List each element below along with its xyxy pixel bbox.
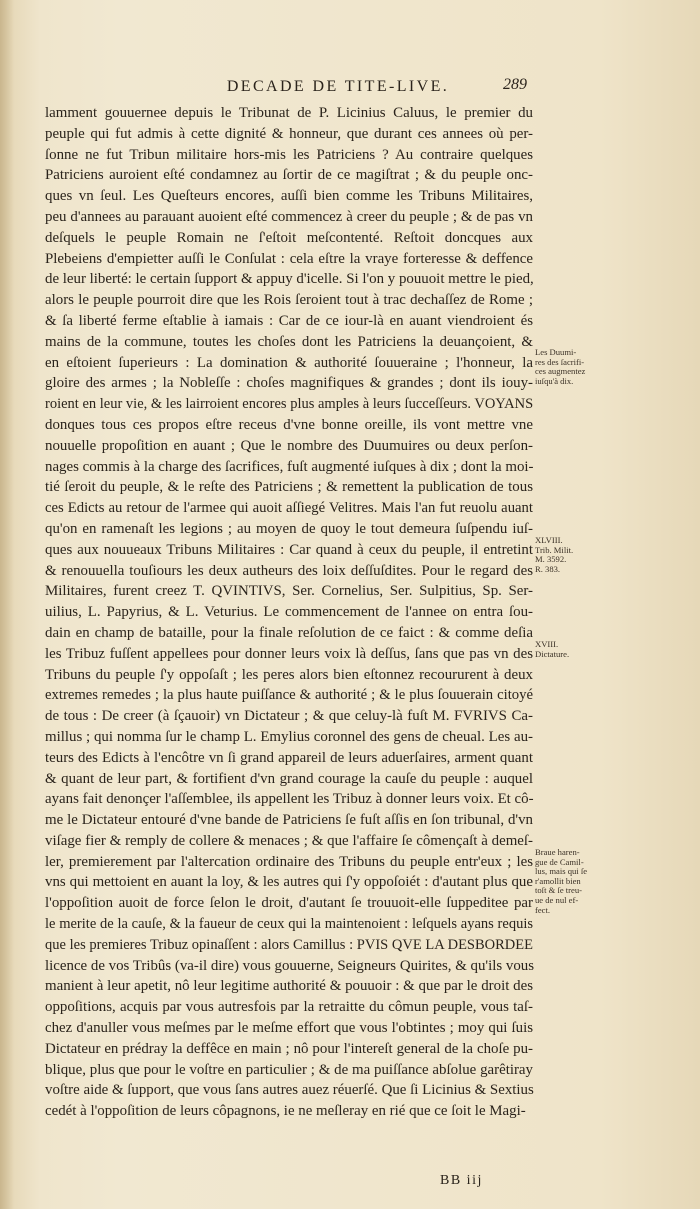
margin-note-line: ces augmentez	[535, 366, 586, 377]
text-line: peuple qui fut admis à cette dignité & honneur, que durant ces annees où per-	[45, 125, 533, 142]
text-line: Plebeiens d'empietter auſſi le Conſulat : cela eſtre la vraye forteresse & deffence	[45, 250, 533, 267]
text-line: tié ſeroit du peuple, & le reſte des Patriciens ; & remettent la publication de tous	[45, 479, 533, 496]
text-line: Patriciens auroient eſté condamnez au ſortir de ce magiſtrat ; & du peuple onc-	[45, 167, 533, 184]
text-line: le merite de la cauſe, & la faueur de ceux qui la maintenoient : leſquels ayans requis	[45, 916, 533, 933]
text-line: en eſtoient ſuperieurs : La domination & authorité ſouueraine ; l'honneur, la	[45, 354, 533, 371]
margin-note-duumvirs	[535, 348, 597, 386]
text-line: gloire des armes ; la Nobleſſe : choſes magnifiques & grandes ; dont ils iouy-	[45, 375, 533, 392]
text-line: millus ; qui nomma ſur le champ L. Emylius coronnel des gens de cheual. Les au-	[45, 728, 533, 745]
margin-note-camillus	[535, 848, 597, 915]
margin-note-line: Les Duumi-	[535, 347, 577, 357]
margin-note-line: XVIII.	[535, 639, 559, 649]
text-line: dain en champ de bataille, pour la finale reſolution de ce faict : & comme deſia	[45, 624, 533, 641]
margin-note-line: Dictature.	[535, 648, 570, 659]
text-line: l'oppoſition auoit de force ſelon le droit, d'autant ſe trouuoit-elle ſuppeditee par	[45, 895, 533, 912]
margin-note-line: XLVIII.	[535, 535, 563, 545]
text-line: ayans fait denonçer l'aſſemblee, ils appellent les Tribuz à donner leurs voix. Et cô-	[45, 791, 534, 808]
margin-note-line: r'amollit bien	[535, 875, 581, 886]
text-line: les Tribuz fuſſent appellees pour donner leurs voix là deſſus, ſans que pas vn des	[45, 645, 533, 662]
text-line: uilius, L. Papyrius, & L. Veturius. Le commencement de l'annee on entra ſou-	[45, 604, 533, 621]
text-line: vns qui mettoient en auant la loy, & les autres qui ſ'y oppoſoiét : d'autant plus que	[45, 874, 533, 891]
text-line: ques vn ſeul. Les Queſteurs encores, auſſi bien comme les Tribuns Militaires,	[45, 188, 533, 205]
text-line: de leur liberté: le certain ſupport & appuy d'icelle. Si l'on y pouuoit mettre le pied,	[45, 271, 534, 288]
text-line: nouuelle propoſition en auant ; Que le nombre des Duumuires ou deux perſon-	[45, 437, 533, 454]
running-header: DECADE DE TITE-LIVE.	[226, 78, 450, 95]
margin-note-line: iuſqu'à dix.	[535, 375, 574, 386]
margin-note-line: ue de nul ef-	[535, 894, 579, 905]
text-line: manient à leur apetit, nô leur legitime authorité & pouuoir : & que par le droit des	[45, 978, 533, 995]
text-line: peu d'annees au parauant auoient eſté commencez à creer du peuple ; & de pas vn	[45, 208, 533, 225]
margin-note-line: lus, mais qui ſe	[535, 866, 588, 877]
text-line: Militaires, furent creez T. QVINTIVS, Ser. Cornelius, Ser. Sulpitius, Sp. Ser-	[45, 583, 533, 600]
margin-note-line: Braue haren-	[535, 847, 580, 857]
signature-mark: BB iij	[440, 1173, 483, 1188]
text-line: blique, plus que pour le voſtre en particulier ; & de ma puiſſance abſolue garêtiray	[45, 1061, 533, 1078]
text-line: alors le peuple pourroit dire que les Rois ſeroient tout à trac dechaſſez de Rome ;	[45, 292, 533, 309]
text-line: lamment gouuernee depuis le Tribunat de P. Licinius Caluus, le premier du	[45, 105, 533, 121]
text-line: nages commis à la charge des ſacrifices, fuſt augmenté iuſques à dix ; dont la moi-	[45, 458, 534, 475]
margin-note-year	[535, 536, 597, 574]
margin-note-line: M. 3592.	[535, 554, 567, 565]
margin-note-line: toſt & ſe treu-	[535, 885, 583, 896]
margin-note-line: fect.	[535, 904, 551, 915]
margin-note-dictator	[535, 640, 597, 659]
page-number: 289	[503, 76, 527, 93]
text-line: teurs des Edicts à l'encôtre vn ſi grand appareil de leurs aduerſaires, arment quant	[45, 749, 533, 766]
text-line: Tribuns du peuple ſ'y oppoſaſt ; les peres alors bien eſtonnez recoururent à deux	[45, 666, 533, 683]
text-line: cedét à l'oppoſition de leurs côpagnons, ie ne meſleray en rié que ce ſoit le Magi-	[45, 1103, 526, 1120]
margin-note-line: Trib. Milit.	[535, 544, 574, 555]
text-line: que les premieres Tribuz opinaſſent : alors Camillus : PVIS QVE LA DESBORDEE	[45, 936, 533, 953]
text-line: ſonne ne fut Tribun militaire hors-mis les Patriciens ? Au contraire quelques	[45, 146, 533, 163]
text-line: voſtre aide & ſupport, que vous ſans autres auez réuerſé. Que ſi Licinius & Sextius	[45, 1082, 534, 1099]
text-line: licence de vos Tribûs (va-il dire) vous gouuerne, Seigneurs Quirites, & qu'ils vous	[45, 957, 535, 974]
margin-note-line: gue de Camil-	[535, 856, 584, 867]
main-text-block	[45, 103, 533, 1122]
text-line: oppoſitions, acquis par vous autresfois par la retraitte du cômun peuple, vous taſ-	[45, 999, 533, 1016]
text-line: viſage fier & remply de collere & menaces ; & que l'affaire ſe cômençaſt à demeſ-	[45, 832, 533, 849]
text-line: ques aux nouueaux Tribuns Militaires : Car quand à ceux du peuple, il entretint	[45, 541, 533, 558]
text-line: de tous : De creer (à ſçauoir) vn Dictateur ; & que celuy-là fuſt M. FVRIVS Ca-	[45, 708, 533, 725]
text-line: & quant de leur part, & fortifient d'vn grand courage la cauſe du peuple : auquel	[45, 770, 533, 787]
text-line: qu'on en ramenaſt les legions ; au moyen de quoy le tout demeura ſuſpendu iuſ-	[45, 520, 533, 537]
text-line: me le Dictateur entouré d'vne bande de Patriciens ſe fuſt aſſis en ſon tribunal, d'vn	[45, 812, 533, 829]
page-gutter-shadow	[0, 0, 14, 1209]
margin-note-line: res des ſacrifi-	[535, 356, 585, 367]
text-line: mains de la commune, toutes les choſes dont les Patriciens la deuançoient, &	[45, 333, 533, 350]
text-line: chez d'anuller vous meſmes par le meſme effort que vous l'obtintes ; moy qui ſuis	[45, 1020, 533, 1037]
text-line: Dictateur en prédray la deffêce en main ; nô pour l'intereſt general de la choſe pu-	[45, 1040, 533, 1057]
text-line: ler, premierement par l'altercation ordinaire des Tribuns du peuple entr'eux ; les	[45, 853, 533, 870]
text-line: & ſa liberté ferme eſtablie à iamais : Car de ce iour-là en auant viendroient és	[45, 312, 533, 329]
text-line: donques tous ces propos eſtre receus d'vne bonne oreille, ils vont mettre vne	[45, 416, 533, 433]
text-line: deſquels le peuple Romain ne ſ'eſtoit meſcontenté. Reſtoit doncques aux	[45, 229, 533, 246]
text-line: & renouuella touſiours les deux autheurs des loix deſſuſdites. Pour le regard des	[45, 562, 533, 579]
text-line: ces Edicts au retour de l'armee qui auoit aſſiegé Velitres. Mais l'an fut reuolu auant	[45, 500, 533, 517]
text-line: extremes remedes ; la plus haute puiſſance & authorité ; & le plus ſouuerain citoyé	[45, 687, 533, 704]
text-line: roient en leur vie, & les lairroient encores plus amples à leurs ſucceſſeurs. VOYANS	[45, 396, 534, 413]
margin-note-line: R. 383.	[535, 563, 561, 574]
